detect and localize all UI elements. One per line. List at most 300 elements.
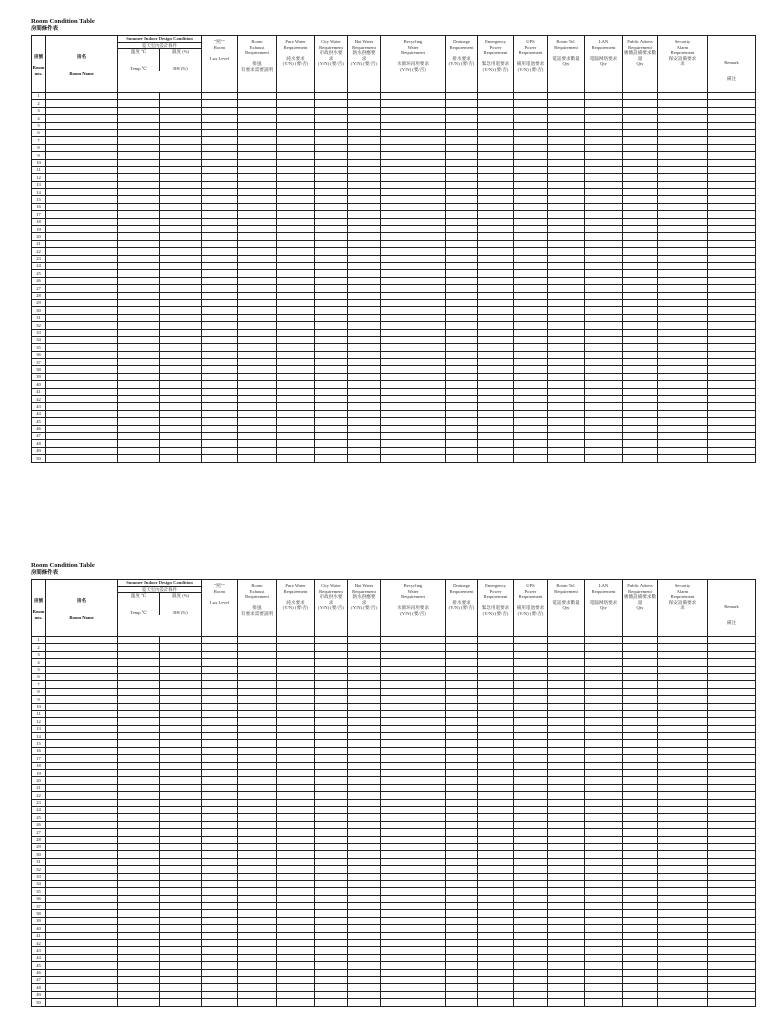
table-cell[interactable] bbox=[478, 740, 514, 747]
table-cell[interactable] bbox=[514, 843, 548, 850]
table-cell[interactable] bbox=[708, 381, 756, 388]
table-cell[interactable] bbox=[708, 373, 756, 380]
table-cell[interactable] bbox=[548, 821, 585, 828]
table-cell[interactable] bbox=[446, 962, 478, 969]
table-cell[interactable] bbox=[548, 703, 585, 710]
table-cell[interactable] bbox=[118, 255, 160, 262]
table-cell[interactable] bbox=[708, 858, 756, 865]
table-cell[interactable] bbox=[381, 455, 446, 462]
table-cell[interactable] bbox=[277, 703, 315, 710]
table-cell[interactable] bbox=[585, 107, 623, 114]
table-cell[interactable] bbox=[446, 673, 478, 680]
table-cell[interactable] bbox=[160, 903, 202, 910]
table-cell[interactable] bbox=[585, 984, 623, 991]
table-cell[interactable] bbox=[658, 910, 708, 917]
table-cell[interactable] bbox=[658, 851, 708, 858]
table-cell[interactable] bbox=[160, 233, 202, 240]
table-cell[interactable] bbox=[478, 211, 514, 218]
table-cell[interactable] bbox=[348, 203, 381, 210]
table-cell[interactable] bbox=[381, 432, 446, 439]
table-cell[interactable] bbox=[348, 314, 381, 321]
table-cell[interactable] bbox=[160, 651, 202, 658]
table-cell[interactable] bbox=[160, 351, 202, 358]
table-cell[interactable] bbox=[348, 843, 381, 850]
table-cell[interactable] bbox=[118, 336, 160, 343]
table-cell[interactable] bbox=[623, 976, 658, 983]
table-cell[interactable] bbox=[623, 410, 658, 417]
table-cell[interactable] bbox=[514, 211, 548, 218]
table-cell[interactable] bbox=[478, 681, 514, 688]
table-cell[interactable] bbox=[658, 396, 708, 403]
table-cell[interactable] bbox=[238, 666, 277, 673]
table-cell[interactable] bbox=[160, 673, 202, 680]
table-cell[interactable] bbox=[548, 910, 585, 917]
table-cell[interactable] bbox=[658, 821, 708, 828]
table-cell[interactable] bbox=[585, 196, 623, 203]
table-cell[interactable] bbox=[46, 821, 118, 828]
table-cell[interactable] bbox=[658, 954, 708, 961]
table-cell[interactable] bbox=[277, 954, 315, 961]
table-cell[interactable] bbox=[548, 843, 585, 850]
table-cell[interactable] bbox=[46, 880, 118, 887]
table-cell[interactable] bbox=[585, 203, 623, 210]
table-cell[interactable] bbox=[381, 673, 446, 680]
table-cell[interactable] bbox=[238, 336, 277, 343]
table-cell[interactable] bbox=[118, 777, 160, 784]
table-cell[interactable] bbox=[315, 703, 348, 710]
table-cell[interactable] bbox=[277, 895, 315, 902]
table-cell[interactable] bbox=[348, 299, 381, 306]
table-cell[interactable] bbox=[160, 814, 202, 821]
table-cell[interactable] bbox=[514, 455, 548, 462]
table-cell[interactable] bbox=[238, 159, 277, 166]
table-cell[interactable] bbox=[478, 107, 514, 114]
table-cell[interactable] bbox=[623, 322, 658, 329]
table-cell[interactable] bbox=[202, 733, 238, 740]
table-cell[interactable] bbox=[118, 115, 160, 122]
table-cell[interactable] bbox=[348, 292, 381, 299]
table-cell[interactable] bbox=[514, 322, 548, 329]
table-cell[interactable] bbox=[46, 740, 118, 747]
table-cell[interactable] bbox=[277, 455, 315, 462]
table-cell[interactable] bbox=[46, 115, 118, 122]
table-cell[interactable] bbox=[623, 770, 658, 777]
table-cell[interactable] bbox=[478, 843, 514, 850]
table-cell[interactable] bbox=[348, 455, 381, 462]
table-cell[interactable] bbox=[585, 181, 623, 188]
table-cell[interactable] bbox=[623, 666, 658, 673]
table-cell[interactable] bbox=[160, 821, 202, 828]
table-cell[interactable] bbox=[202, 107, 238, 114]
table-cell[interactable] bbox=[708, 218, 756, 225]
table-cell[interactable] bbox=[623, 447, 658, 454]
table-cell[interactable] bbox=[514, 292, 548, 299]
table-cell[interactable] bbox=[238, 777, 277, 784]
table-cell[interactable] bbox=[118, 292, 160, 299]
table-cell[interactable] bbox=[658, 381, 708, 388]
table-cell[interactable] bbox=[202, 93, 238, 100]
table-cell[interactable] bbox=[277, 418, 315, 425]
table-cell[interactable] bbox=[548, 755, 585, 762]
table-cell[interactable] bbox=[446, 740, 478, 747]
table-cell[interactable] bbox=[478, 696, 514, 703]
table-cell[interactable] bbox=[46, 651, 118, 658]
table-cell[interactable] bbox=[446, 144, 478, 151]
table-cell[interactable] bbox=[315, 107, 348, 114]
table-cell[interactable] bbox=[277, 940, 315, 947]
table-cell[interactable] bbox=[46, 895, 118, 902]
table-cell[interactable] bbox=[658, 100, 708, 107]
table-cell[interactable] bbox=[277, 166, 315, 173]
table-cell[interactable] bbox=[623, 659, 658, 666]
table-cell[interactable] bbox=[118, 814, 160, 821]
table-cell[interactable] bbox=[160, 851, 202, 858]
table-cell[interactable] bbox=[238, 718, 277, 725]
table-cell[interactable] bbox=[160, 688, 202, 695]
table-cell[interactable] bbox=[160, 152, 202, 159]
table-cell[interactable] bbox=[202, 666, 238, 673]
table-cell[interactable] bbox=[585, 396, 623, 403]
table-cell[interactable] bbox=[381, 255, 446, 262]
table-cell[interactable] bbox=[478, 100, 514, 107]
table-cell[interactable] bbox=[315, 381, 348, 388]
table-cell[interactable] bbox=[658, 644, 708, 651]
table-cell[interactable] bbox=[514, 233, 548, 240]
table-cell[interactable] bbox=[277, 366, 315, 373]
table-cell[interactable] bbox=[46, 336, 118, 343]
table-cell[interactable] bbox=[118, 917, 160, 924]
table-cell[interactable] bbox=[514, 270, 548, 277]
table-cell[interactable] bbox=[548, 226, 585, 233]
table-cell[interactable] bbox=[202, 814, 238, 821]
table-cell[interactable] bbox=[160, 659, 202, 666]
table-cell[interactable] bbox=[160, 336, 202, 343]
table-cell[interactable] bbox=[118, 314, 160, 321]
table-cell[interactable] bbox=[315, 366, 348, 373]
table-cell[interactable] bbox=[348, 999, 381, 1006]
table-cell[interactable] bbox=[348, 895, 381, 902]
table-cell[interactable] bbox=[238, 873, 277, 880]
table-cell[interactable] bbox=[348, 681, 381, 688]
table-cell[interactable] bbox=[585, 747, 623, 754]
table-cell[interactable] bbox=[658, 181, 708, 188]
table-cell[interactable] bbox=[548, 196, 585, 203]
table-cell[interactable] bbox=[277, 821, 315, 828]
table-cell[interactable] bbox=[708, 336, 756, 343]
table-cell[interactable] bbox=[277, 351, 315, 358]
table-cell[interactable] bbox=[118, 359, 160, 366]
table-cell[interactable] bbox=[202, 344, 238, 351]
table-cell[interactable] bbox=[202, 976, 238, 983]
table-cell[interactable] bbox=[446, 277, 478, 284]
table-cell[interactable] bbox=[478, 366, 514, 373]
table-cell[interactable] bbox=[478, 932, 514, 939]
table-cell[interactable] bbox=[514, 947, 548, 954]
table-cell[interactable] bbox=[478, 747, 514, 754]
table-cell[interactable] bbox=[118, 100, 160, 107]
table-cell[interactable] bbox=[46, 718, 118, 725]
table-cell[interactable] bbox=[708, 93, 756, 100]
table-cell[interactable] bbox=[238, 962, 277, 969]
table-cell[interactable] bbox=[478, 174, 514, 181]
table-cell[interactable] bbox=[46, 814, 118, 821]
table-cell[interactable] bbox=[381, 836, 446, 843]
table-cell[interactable] bbox=[514, 137, 548, 144]
table-cell[interactable] bbox=[348, 396, 381, 403]
table-cell[interactable] bbox=[623, 644, 658, 651]
table-cell[interactable] bbox=[658, 115, 708, 122]
table-cell[interactable] bbox=[548, 403, 585, 410]
table-cell[interactable] bbox=[277, 710, 315, 717]
table-cell[interactable] bbox=[446, 836, 478, 843]
table-cell[interactable] bbox=[623, 255, 658, 262]
table-cell[interactable] bbox=[514, 388, 548, 395]
table-cell[interactable] bbox=[548, 991, 585, 998]
table-cell[interactable] bbox=[514, 196, 548, 203]
table-cell[interactable] bbox=[202, 388, 238, 395]
table-cell[interactable] bbox=[277, 903, 315, 910]
table-cell[interactable] bbox=[160, 277, 202, 284]
table-cell[interactable] bbox=[514, 659, 548, 666]
table-cell[interactable] bbox=[202, 829, 238, 836]
table-cell[interactable] bbox=[160, 917, 202, 924]
table-cell[interactable] bbox=[118, 651, 160, 658]
table-cell[interactable] bbox=[118, 152, 160, 159]
table-cell[interactable] bbox=[160, 940, 202, 947]
table-cell[interactable] bbox=[548, 166, 585, 173]
table-cell[interactable] bbox=[118, 999, 160, 1006]
table-cell[interactable] bbox=[585, 792, 623, 799]
table-cell[interactable] bbox=[446, 270, 478, 277]
table-cell[interactable] bbox=[315, 152, 348, 159]
table-cell[interactable] bbox=[315, 740, 348, 747]
table-cell[interactable] bbox=[585, 189, 623, 196]
table-cell[interactable] bbox=[381, 866, 446, 873]
table-cell[interactable] bbox=[238, 174, 277, 181]
table-cell[interactable] bbox=[46, 762, 118, 769]
table-cell[interactable] bbox=[446, 984, 478, 991]
table-cell[interactable] bbox=[548, 115, 585, 122]
table-cell[interactable] bbox=[708, 718, 756, 725]
table-cell[interactable] bbox=[446, 644, 478, 651]
table-cell[interactable] bbox=[548, 144, 585, 151]
table-cell[interactable] bbox=[348, 366, 381, 373]
table-cell[interactable] bbox=[623, 888, 658, 895]
table-cell[interactable] bbox=[160, 403, 202, 410]
table-cell[interactable] bbox=[277, 681, 315, 688]
table-cell[interactable] bbox=[446, 388, 478, 395]
table-cell[interactable] bbox=[315, 159, 348, 166]
table-cell[interactable] bbox=[277, 373, 315, 380]
table-cell[interactable] bbox=[202, 799, 238, 806]
table-cell[interactable] bbox=[478, 447, 514, 454]
table-cell[interactable] bbox=[548, 211, 585, 218]
table-cell[interactable] bbox=[623, 755, 658, 762]
table-cell[interactable] bbox=[514, 666, 548, 673]
table-cell[interactable] bbox=[658, 940, 708, 947]
table-cell[interactable] bbox=[708, 292, 756, 299]
table-cell[interactable] bbox=[708, 733, 756, 740]
table-cell[interactable] bbox=[658, 999, 708, 1006]
table-cell[interactable] bbox=[446, 425, 478, 432]
table-cell[interactable] bbox=[478, 285, 514, 292]
table-cell[interactable] bbox=[514, 747, 548, 754]
table-cell[interactable] bbox=[238, 440, 277, 447]
table-cell[interactable] bbox=[118, 285, 160, 292]
table-cell[interactable] bbox=[348, 903, 381, 910]
table-cell[interactable] bbox=[708, 262, 756, 269]
table-cell[interactable] bbox=[46, 784, 118, 791]
table-cell[interactable] bbox=[238, 425, 277, 432]
table-cell[interactable] bbox=[160, 262, 202, 269]
table-cell[interactable] bbox=[478, 189, 514, 196]
table-cell[interactable] bbox=[585, 410, 623, 417]
table-cell[interactable] bbox=[160, 307, 202, 314]
table-cell[interactable] bbox=[514, 425, 548, 432]
table-cell[interactable] bbox=[658, 226, 708, 233]
table-cell[interactable] bbox=[315, 203, 348, 210]
table-cell[interactable] bbox=[548, 880, 585, 887]
table-cell[interactable] bbox=[160, 226, 202, 233]
table-cell[interactable] bbox=[478, 666, 514, 673]
table-cell[interactable] bbox=[277, 425, 315, 432]
table-cell[interactable] bbox=[315, 344, 348, 351]
table-cell[interactable] bbox=[623, 381, 658, 388]
table-cell[interactable] bbox=[277, 137, 315, 144]
table-cell[interactable] bbox=[446, 718, 478, 725]
table-cell[interactable] bbox=[548, 651, 585, 658]
table-cell[interactable] bbox=[315, 440, 348, 447]
table-cell[interactable] bbox=[478, 122, 514, 129]
table-cell[interactable] bbox=[315, 359, 348, 366]
table-cell[interactable] bbox=[381, 410, 446, 417]
table-cell[interactable] bbox=[118, 755, 160, 762]
table-cell[interactable] bbox=[118, 144, 160, 151]
table-cell[interactable] bbox=[381, 292, 446, 299]
table-cell[interactable] bbox=[446, 455, 478, 462]
table-cell[interactable] bbox=[381, 396, 446, 403]
table-cell[interactable] bbox=[514, 725, 548, 732]
table-cell[interactable] bbox=[478, 718, 514, 725]
table-cell[interactable] bbox=[478, 984, 514, 991]
table-cell[interactable] bbox=[658, 873, 708, 880]
table-cell[interactable] bbox=[708, 851, 756, 858]
table-cell[interactable] bbox=[46, 203, 118, 210]
table-cell[interactable] bbox=[514, 129, 548, 136]
table-cell[interactable] bbox=[238, 211, 277, 218]
table-cell[interactable] bbox=[585, 248, 623, 255]
table-cell[interactable] bbox=[160, 866, 202, 873]
table-cell[interactable] bbox=[478, 895, 514, 902]
table-cell[interactable] bbox=[238, 851, 277, 858]
table-cell[interactable] bbox=[160, 166, 202, 173]
table-cell[interactable] bbox=[348, 925, 381, 932]
table-cell[interactable] bbox=[277, 196, 315, 203]
table-cell[interactable] bbox=[160, 740, 202, 747]
table-cell[interactable] bbox=[315, 718, 348, 725]
table-cell[interactable] bbox=[658, 866, 708, 873]
table-cell[interactable] bbox=[548, 292, 585, 299]
table-cell[interactable] bbox=[238, 115, 277, 122]
table-cell[interactable] bbox=[46, 644, 118, 651]
table-cell[interactable] bbox=[348, 733, 381, 740]
table-cell[interactable] bbox=[277, 211, 315, 218]
table-cell[interactable] bbox=[708, 991, 756, 998]
table-cell[interactable] bbox=[381, 344, 446, 351]
table-cell[interactable] bbox=[585, 710, 623, 717]
table-cell[interactable] bbox=[315, 858, 348, 865]
table-cell[interactable] bbox=[348, 637, 381, 644]
table-cell[interactable] bbox=[623, 233, 658, 240]
table-cell[interactable] bbox=[46, 925, 118, 932]
table-cell[interactable] bbox=[348, 307, 381, 314]
table-cell[interactable] bbox=[708, 359, 756, 366]
table-cell[interactable] bbox=[202, 336, 238, 343]
table-cell[interactable] bbox=[277, 255, 315, 262]
table-cell[interactable] bbox=[623, 962, 658, 969]
table-cell[interactable] bbox=[446, 255, 478, 262]
table-cell[interactable] bbox=[548, 100, 585, 107]
table-cell[interactable] bbox=[315, 696, 348, 703]
table-cell[interactable] bbox=[160, 710, 202, 717]
table-cell[interactable] bbox=[202, 218, 238, 225]
table-cell[interactable] bbox=[238, 755, 277, 762]
table-cell[interactable] bbox=[118, 688, 160, 695]
table-cell[interactable] bbox=[348, 829, 381, 836]
table-cell[interactable] bbox=[514, 174, 548, 181]
table-cell[interactable] bbox=[548, 240, 585, 247]
table-cell[interactable] bbox=[514, 299, 548, 306]
table-cell[interactable] bbox=[277, 991, 315, 998]
table-cell[interactable] bbox=[277, 873, 315, 880]
table-cell[interactable] bbox=[548, 917, 585, 924]
table-cell[interactable] bbox=[277, 218, 315, 225]
table-cell[interactable] bbox=[708, 917, 756, 924]
table-cell[interactable] bbox=[277, 159, 315, 166]
table-cell[interactable] bbox=[202, 329, 238, 336]
table-cell[interactable] bbox=[658, 681, 708, 688]
table-cell[interactable] bbox=[202, 784, 238, 791]
table-cell[interactable] bbox=[446, 299, 478, 306]
table-cell[interactable] bbox=[478, 829, 514, 836]
table-cell[interactable] bbox=[708, 314, 756, 321]
table-cell[interactable] bbox=[585, 999, 623, 1006]
table-cell[interactable] bbox=[315, 747, 348, 754]
table-cell[interactable] bbox=[277, 226, 315, 233]
table-cell[interactable] bbox=[514, 418, 548, 425]
table-cell[interactable] bbox=[381, 373, 446, 380]
table-cell[interactable] bbox=[315, 770, 348, 777]
table-cell[interactable] bbox=[315, 226, 348, 233]
table-cell[interactable] bbox=[623, 696, 658, 703]
table-cell[interactable] bbox=[277, 122, 315, 129]
table-cell[interactable] bbox=[202, 233, 238, 240]
table-cell[interactable] bbox=[514, 351, 548, 358]
table-cell[interactable] bbox=[585, 115, 623, 122]
table-cell[interactable] bbox=[238, 93, 277, 100]
table-cell[interactable] bbox=[118, 174, 160, 181]
table-cell[interactable] bbox=[315, 189, 348, 196]
table-cell[interactable] bbox=[46, 888, 118, 895]
table-cell[interactable] bbox=[348, 329, 381, 336]
table-cell[interactable] bbox=[658, 703, 708, 710]
table-cell[interactable] bbox=[478, 329, 514, 336]
table-cell[interactable] bbox=[46, 196, 118, 203]
table-cell[interactable] bbox=[623, 836, 658, 843]
table-cell[interactable] bbox=[46, 174, 118, 181]
table-cell[interactable] bbox=[315, 932, 348, 939]
table-cell[interactable] bbox=[381, 792, 446, 799]
